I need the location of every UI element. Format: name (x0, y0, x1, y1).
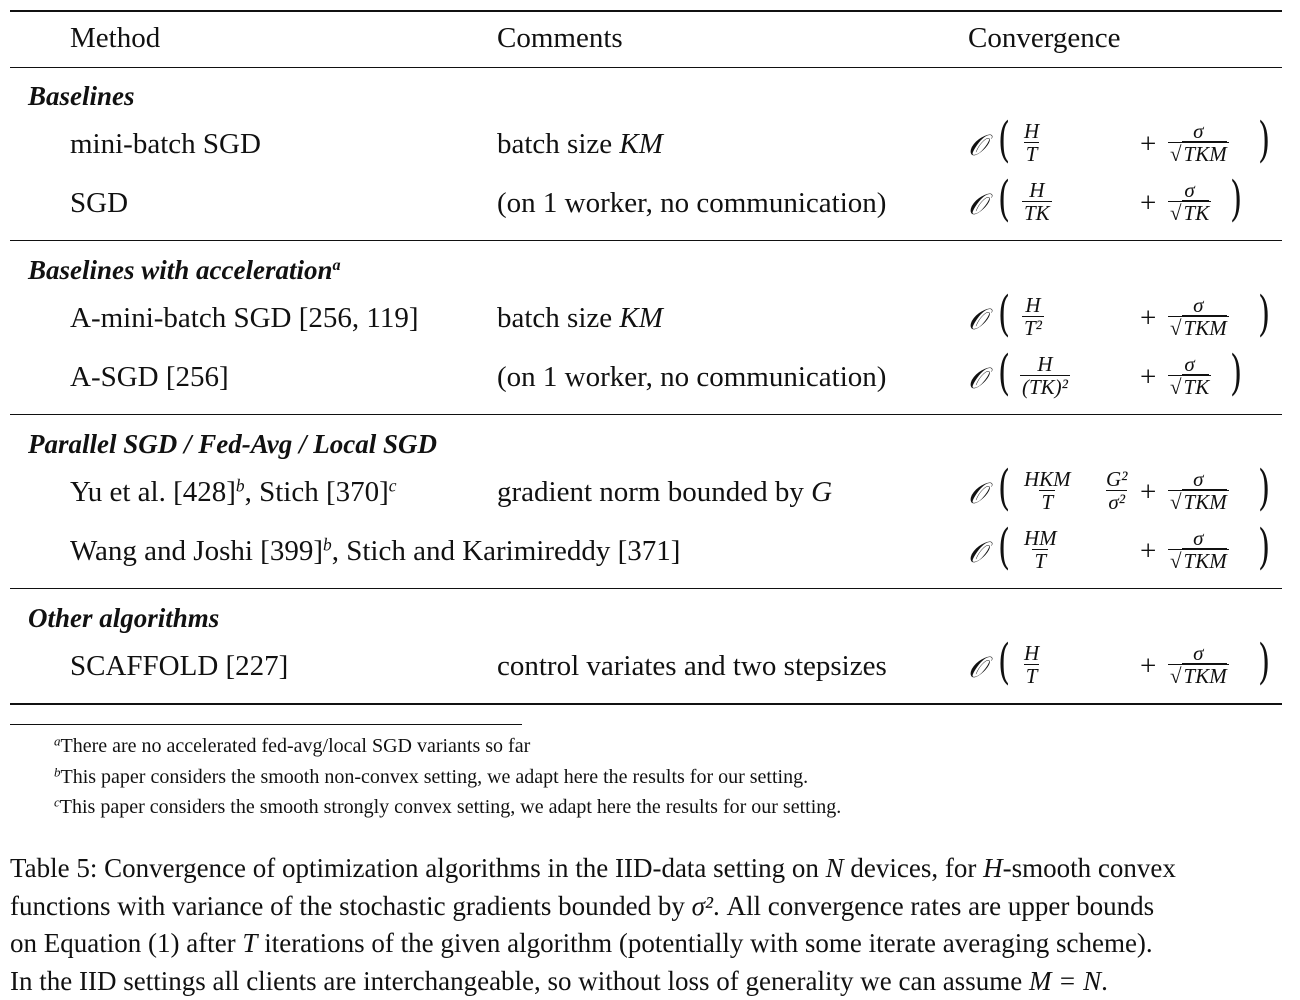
comment-cell: batch size KM (497, 302, 663, 334)
footnote-rule (10, 724, 522, 725)
convergence-formula: 𝒪 ( $\frac{H}{T}$ + σ √TKM ) (968, 634, 1271, 690)
table-caption: Table 5: Convergence of optimization algorithms in the IID-data setting on N devices, for H-smooth convex functions with variance of the stochastic gradients bounded by σ². All convergence rates are upper bounds on Equation (1) after T iterations of the given algorithm (potentially with some iterate averaging scheme). In the IID settings all clients are interchangeable, so without loss of generality we can assume M = N. (10, 853, 1176, 996)
comment-cell: (on 1 worker, no communication) (497, 187, 887, 219)
section-title: Baselines (28, 81, 135, 111)
table-top-rule (10, 10, 1282, 12)
section-rule (10, 240, 1282, 241)
comment-cell: gradient norm bounded by G (497, 476, 833, 508)
section-title: Baselines with acceleration$^a$ (28, 255, 341, 285)
footnote: $^a$There are no accelerated fed-avg/local SGD variants so far (54, 733, 531, 757)
footnote: $^c$This paper considers the smooth strongly convex setting, we adapt here the results for our setting. (54, 794, 842, 818)
comment-cell: batch size KM (497, 128, 663, 160)
header-rule (10, 67, 1282, 68)
header-method: Method (70, 22, 161, 54)
method-cell: Wang and Joshi $[399]^b$, Stich and Karimireddy [371] (70, 534, 681, 567)
method-cell: A-mini-batch SGD [256, 119] (70, 302, 419, 334)
header-comments: Comments (497, 22, 623, 54)
table-bottom-rule (10, 703, 1282, 705)
section-rule (10, 588, 1282, 589)
header-convergence: Convergence (968, 22, 1121, 54)
convergence-formula: 𝒪 ( $\frac{H}{\text{(TK)²}}$ + $\frac{\sigma}{√TK}$ ) (968, 345, 1243, 401)
method-cell: mini-batch SGD (70, 128, 261, 160)
comment-cell: (on 1 worker, no communication) (497, 361, 887, 393)
method-cell: SGD (70, 187, 129, 219)
comment-cell: control variates and two stepsizes (497, 650, 887, 682)
section-title: Parallel SGD / Fed-Avg / Local SGD (28, 429, 437, 459)
section-title: Other algorithms (28, 603, 220, 633)
method-cell: SCAFFOLD [227] (70, 650, 289, 682)
convergence-formula: 𝒪 ( $\frac{H}{T}$ + σ √TKM ) (968, 112, 1271, 168)
section-rule (10, 414, 1282, 415)
method-cell: A-SGD [256] (70, 361, 229, 393)
method-cell: Yu et al. $[428]^b$, Stich $[370]^c$ (70, 475, 397, 508)
convergence-formula: 𝒪 ( $\frac{H}{TK}$ + $\frac{\sigma}{√TK}$ ) (968, 171, 1243, 227)
footnote: $^b$This paper considers the smooth non-convex setting, we adapt here the results for our setting. (54, 764, 809, 788)
convergence-formula: 𝒪 ( HKM T $\frac{\text{G²}}{\text{σ²}}$ + σ √TKM ) (968, 460, 1271, 516)
convergence-formula: 𝒪 ( $\frac{H}{\text{T²}}$ + σ √TKM ) (968, 286, 1271, 342)
convergence-formula: 𝒪 ( $\frac{HM}{T}$ + σ √TKM ) (968, 519, 1271, 575)
